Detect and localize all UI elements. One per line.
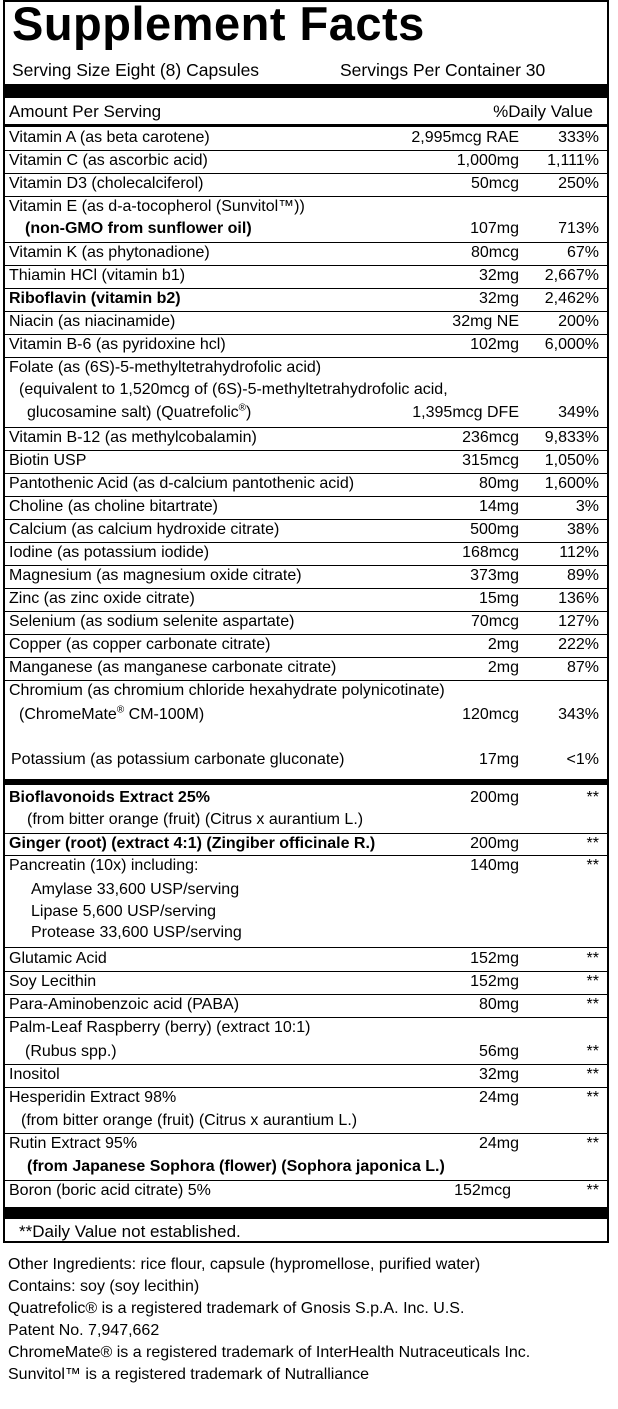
trademark-chromemate: ChromeMate® is a registered trademark of InterHealth Nutraceuticals Inc.: [8, 1344, 531, 1361]
patent-number: Patent No. 7,947,662: [8, 1322, 160, 1339]
ingredient-row: Pancreatin (10x) including: Amylase 33,600 USP/serving Lipase 5,600 USP/serving Protease 33,600 USP/serving 140mg **: [9, 857, 599, 941]
thick-divider-mid: [5, 779, 607, 785]
nutrient-row: Chromium (as chromium chloride hexahydrate polynicotinate) (ChromeMate® CM-100M) 120mcg 343%: [9, 682, 599, 723]
serving-size: Serving Size Eight (8) Capsules: [12, 60, 260, 80]
servings-per-container: Servings Per Container 30: [340, 60, 546, 80]
ingredient-row: Hesperidin Extract 98% (from bitter orange (fruit) (Citrus x aurantium L.) 24mg **: [9, 1089, 599, 1129]
header-divider: [5, 124, 607, 127]
ingredient-row: Palm-Leaf Raspberry (berry) (extract 10:1) (Rubus spp.) 56mg **: [9, 1019, 599, 1060]
thick-divider-top: [5, 84, 607, 98]
trademark-sunvitol: Sunvitol™ is a registered trademark of Nutralliance: [8, 1366, 370, 1383]
thick-divider-bottom: [5, 1207, 607, 1219]
ingredient-row: Bioflavonoids Extract 25% (from bitter orange (fruit) (Citrus x aurantium L.) 200mg **: [9, 789, 599, 828]
amount-header: Amount Per Serving: [9, 102, 162, 121]
trademark-quatrefolic: Quatrefolic® is a registered trademark of Gnosis S.p.A. Inc. U.S.: [8, 1300, 465, 1317]
nutrient-row: Vitamin E (as d-a-tocopherol (Sunvitol™)) (non-GMO from sunflower oil) 107mg 713%: [9, 198, 599, 237]
nutrient-row: Folate (as (6S)-5-methyltetrahydrofolic acid) (equivalent to 1,520mcg of (6S)-5-methyltetrahydrofolic acid, glucosamine salt) (Quatrefolic®) 1,395mcg DFE 349%: [9, 359, 599, 421]
dv-header: %Daily Value: [493, 102, 593, 121]
panel-title: Supplement Facts: [12, 0, 425, 50]
allergen-statement: Contains: soy (soy lecithin): [8, 1278, 200, 1295]
ingredient-row: Rutin Extract 95% (from Japanese Sophora (flower) (Sophora japonica L.) 24mg **: [9, 1135, 599, 1175]
other-ingredients: Other Ingredients: rice flour, capsule (hypromellose, purified water): [8, 1256, 481, 1273]
label-footer: [8, 1254, 530, 1386]
supplement-facts-panel: Supplement Facts Serving Size Eight (8) Capsules Servings Per Container 30 Amount Per Serving %Daily Value Vitamin A (as beta carotene) 2,995mcg RAE 333% Vitamin C (as ascorbic acid) 1,000mg 1,111% Vitamin D3 (cholecalciferol) 50mcg 250% Vitamin E (as d-a-tocopherol (Sunvitol™)) (non-GMO from sunflower oil) 107mg 713% Vitamin K (as phytonadione) 80mcg 67% Thiamin HCl (vitamin b1) 32mg 2,667% Riboflavin (vitamin b2) 32mg 2,462% Niacin (as niacinamide) 32mg NE 200% Vitamin B-6 (as pyridoxine hcl) 102mg 6,000% Folate (as (6S)-5-methyltetrahydrofolic acid) (equivalent to 1,520mcg of (6S)-5-methyltetrahydrofolic acid, glucosamine salt) (Quatrefolic®) 1,395mcg DFE 349% Vitamin B-12 (as methylcobalamin) 236mcg 9,833% Biotin USP 315mcg 1,050% Pantothenic Acid (as d-calcium pantothenic acid) 80mg 1,600% Choline (as choline bitartrate) 14mg 3% Calcium (as calcium hydroxide citrate) 500mg 38% Iodine (as potassium iodide) 168mcg 112% Magnesium (as magnesium oxide citrate) 373mg 89% Zinc (as zinc oxide citrate) 15mg 136% Selenium (as sodium selenite aspartate) 70mcg 127% Copper (as copper carbonate citrate) 2mg 222% Manganese (as manganese carbonate citrate) 2mg 87% Chromium (as chromium chloride hexahydrate polynicotinate) (ChromeMate® CM-100M) 120mcg 343% Potassium (as potassium carbonate gluconate) 17mg <1% Bioflavonoids Extract 25% (from bitter orange (fruit) (Citrus x aurantium L.) 200mg ** Ginger (root) (extract 4:1) (Zingiber officinale R.) 200mg ** Pancreatin (10x) including: Amylase 33,600 USP/serving Lipase 5,600 USP/serving Protease 33,600 USP/serving 140mg ** Glutamic Acid 152mg ** Soy Lecithin 152mg ** Para-Aminobenzoic acid (PABA) 80mg ** Palm-Leaf Raspberry (berry) (extract 10:1) (Rubus spp.) 56mg ** Inositol 32mg ** Hesperidin Extract 98% (from bitter orange (fruit) (Citrus x aurantium L.) 24mg ** Rutin Extract 95% (from Japanese Sophora (flower) (Sophora japonica L.) 24mg ** Boron (boric acid citrate) 5% 152mcg ** **Daily Value not established.: [3, 0, 609, 1243]
serving-info: [12, 60, 546, 81]
